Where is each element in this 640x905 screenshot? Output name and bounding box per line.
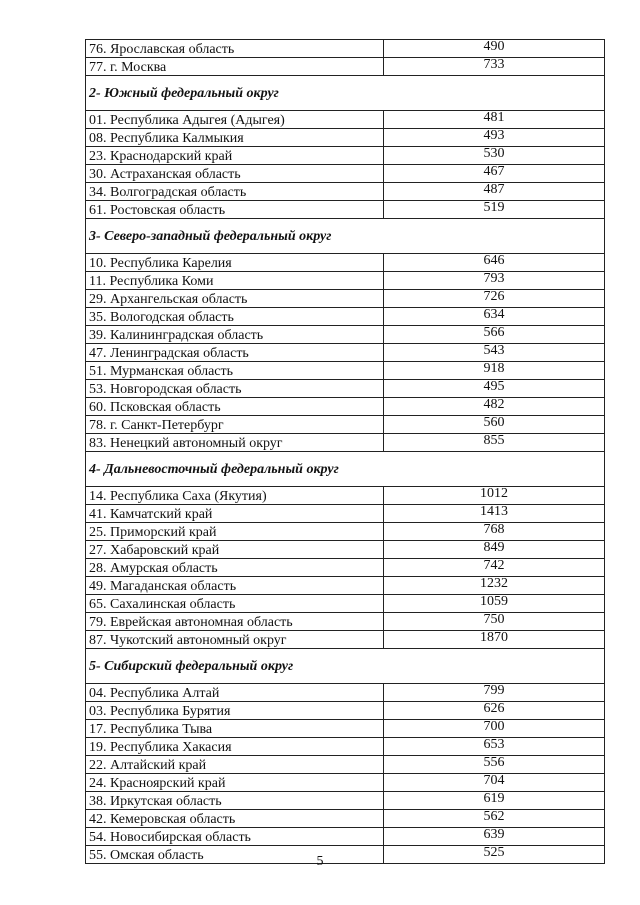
- value-cell: 1012: [384, 487, 605, 505]
- region-name-cell: 30. Астраханская область: [86, 165, 384, 183]
- region-name-cell: 53. Новгородская область: [86, 380, 384, 398]
- value-cell: 793: [384, 272, 605, 290]
- table-row: [86, 183, 605, 201]
- value-cell: 646: [384, 254, 605, 272]
- region-name-cell: 03. Республика Бурятия: [86, 702, 384, 720]
- value-cell: 1232: [384, 577, 605, 595]
- table-row: [86, 487, 605, 505]
- table-row: [86, 523, 605, 541]
- table-row: [86, 362, 605, 380]
- table-row: [86, 165, 605, 183]
- table-row: [86, 434, 605, 452]
- section-title: 2- Южный федеральный округ: [86, 76, 605, 111]
- section-title: 4- Дальневосточный федеральный округ: [86, 452, 605, 487]
- table-row: [86, 111, 605, 129]
- value-cell: 653: [384, 738, 605, 756]
- table-body: [86, 40, 605, 864]
- region-name-cell: 01. Республика Адыгея (Адыгея): [86, 111, 384, 129]
- region-name-cell: 29. Архангельская область: [86, 290, 384, 308]
- value-cell: 525: [384, 846, 605, 864]
- value-cell: 733: [384, 58, 605, 76]
- region-name-cell: 76. Ярославская область: [86, 40, 384, 58]
- table-row: [86, 416, 605, 434]
- region-name-cell: 28. Амурская область: [86, 559, 384, 577]
- region-name-cell: 41. Камчатский край: [86, 505, 384, 523]
- region-name-cell: 10. Республика Карелия: [86, 254, 384, 272]
- value-cell: 619: [384, 792, 605, 810]
- region-name-cell: 22. Алтайский край: [86, 756, 384, 774]
- value-cell: 493: [384, 129, 605, 147]
- table-row: [86, 40, 605, 58]
- value-cell: 799: [384, 684, 605, 702]
- value-cell: 634: [384, 308, 605, 326]
- section-header-row: [86, 649, 605, 684]
- table-row: [86, 559, 605, 577]
- table-row: [86, 631, 605, 649]
- value-cell: 1413: [384, 505, 605, 523]
- value-cell: 495: [384, 380, 605, 398]
- table-row: [86, 272, 605, 290]
- value-cell: 750: [384, 613, 605, 631]
- region-name-cell: 38. Иркутская область: [86, 792, 384, 810]
- value-cell: 768: [384, 523, 605, 541]
- value-cell: 530: [384, 147, 605, 165]
- table-row: [86, 541, 605, 559]
- region-name-cell: 51. Мурманская область: [86, 362, 384, 380]
- region-name-cell: 23. Краснодарский край: [86, 147, 384, 165]
- table-row: [86, 147, 605, 165]
- table-row: [86, 828, 605, 846]
- region-name-cell: 08. Республика Калмыкия: [86, 129, 384, 147]
- section-header-row: [86, 76, 605, 111]
- value-cell: 467: [384, 165, 605, 183]
- region-name-cell: 49. Магаданская область: [86, 577, 384, 595]
- table-row: [86, 774, 605, 792]
- table-row: [86, 756, 605, 774]
- value-cell: 482: [384, 398, 605, 416]
- table-row: [86, 344, 605, 362]
- region-name-cell: 60. Псковская область: [86, 398, 384, 416]
- table-row: [86, 684, 605, 702]
- table-row: [86, 129, 605, 147]
- value-cell: 918: [384, 362, 605, 380]
- value-cell: 849: [384, 541, 605, 559]
- value-cell: 481: [384, 111, 605, 129]
- table-row: [86, 254, 605, 272]
- value-cell: 519: [384, 201, 605, 219]
- region-values-table: [85, 39, 605, 864]
- section-header-row: [86, 452, 605, 487]
- region-name-cell: 77. г. Москва: [86, 58, 384, 76]
- value-cell: 704: [384, 774, 605, 792]
- value-cell: 490: [384, 40, 605, 58]
- value-cell: 487: [384, 183, 605, 201]
- table-row: [86, 738, 605, 756]
- region-name-cell: 11. Республика Коми: [86, 272, 384, 290]
- value-cell: 1870: [384, 631, 605, 649]
- table-row: [86, 577, 605, 595]
- table-row: [86, 380, 605, 398]
- table-row: [86, 58, 605, 76]
- region-name-cell: 25. Приморский край: [86, 523, 384, 541]
- region-name-cell: 65. Сахалинская область: [86, 595, 384, 613]
- table-row: [86, 201, 605, 219]
- region-name-cell: 87. Чукотский автономный округ: [86, 631, 384, 649]
- table-row: [86, 308, 605, 326]
- table-row: [86, 595, 605, 613]
- value-cell: 566: [384, 326, 605, 344]
- table-row: [86, 792, 605, 810]
- value-cell: 543: [384, 344, 605, 362]
- region-name-cell: 35. Вологодская область: [86, 308, 384, 326]
- region-name-cell: 54. Новосибирская область: [86, 828, 384, 846]
- region-name-cell: 55. Омская область: [86, 846, 384, 864]
- value-cell: 700: [384, 720, 605, 738]
- table-row: [86, 290, 605, 308]
- section-header-row: [86, 219, 605, 254]
- table-row: [86, 398, 605, 416]
- region-name-cell: 83. Ненецкий автономный округ: [86, 434, 384, 452]
- page-number: 5: [316, 854, 324, 869]
- table-row: [86, 702, 605, 720]
- region-name-cell: 19. Республика Хакасия: [86, 738, 384, 756]
- region-name-cell: 24. Красноярский край: [86, 774, 384, 792]
- value-cell: 626: [384, 702, 605, 720]
- table-row: [86, 505, 605, 523]
- section-title: 3- Северо-западный федеральный округ: [86, 219, 605, 254]
- value-cell: 1059: [384, 595, 605, 613]
- region-name-cell: 04. Республика Алтай: [86, 684, 384, 702]
- value-cell: 560: [384, 416, 605, 434]
- value-cell: 556: [384, 756, 605, 774]
- region-name-cell: 17. Республика Тыва: [86, 720, 384, 738]
- region-name-cell: 39. Калининградская область: [86, 326, 384, 344]
- table-row: [86, 720, 605, 738]
- region-name-cell: 34. Волгоградская область: [86, 183, 384, 201]
- value-cell: 726: [384, 290, 605, 308]
- region-name-cell: 79. Еврейская автономная область: [86, 613, 384, 631]
- value-cell: 855: [384, 434, 605, 452]
- region-name-cell: 27. Хабаровский край: [86, 541, 384, 559]
- table-row: [86, 326, 605, 344]
- section-title: 5- Сибирский федеральный округ: [86, 649, 605, 684]
- table-row: [86, 613, 605, 631]
- table-row: [86, 810, 605, 828]
- region-name-cell: 14. Республика Саха (Якутия): [86, 487, 384, 505]
- value-cell: 562: [384, 810, 605, 828]
- value-cell: 639: [384, 828, 605, 846]
- region-name-cell: 61. Ростовская область: [86, 201, 384, 219]
- value-cell: 742: [384, 559, 605, 577]
- region-name-cell: 47. Ленинградская область: [86, 344, 384, 362]
- region-name-cell: 78. г. Санкт-Петербург: [86, 416, 384, 434]
- region-name-cell: 42. Кемеровская область: [86, 810, 384, 828]
